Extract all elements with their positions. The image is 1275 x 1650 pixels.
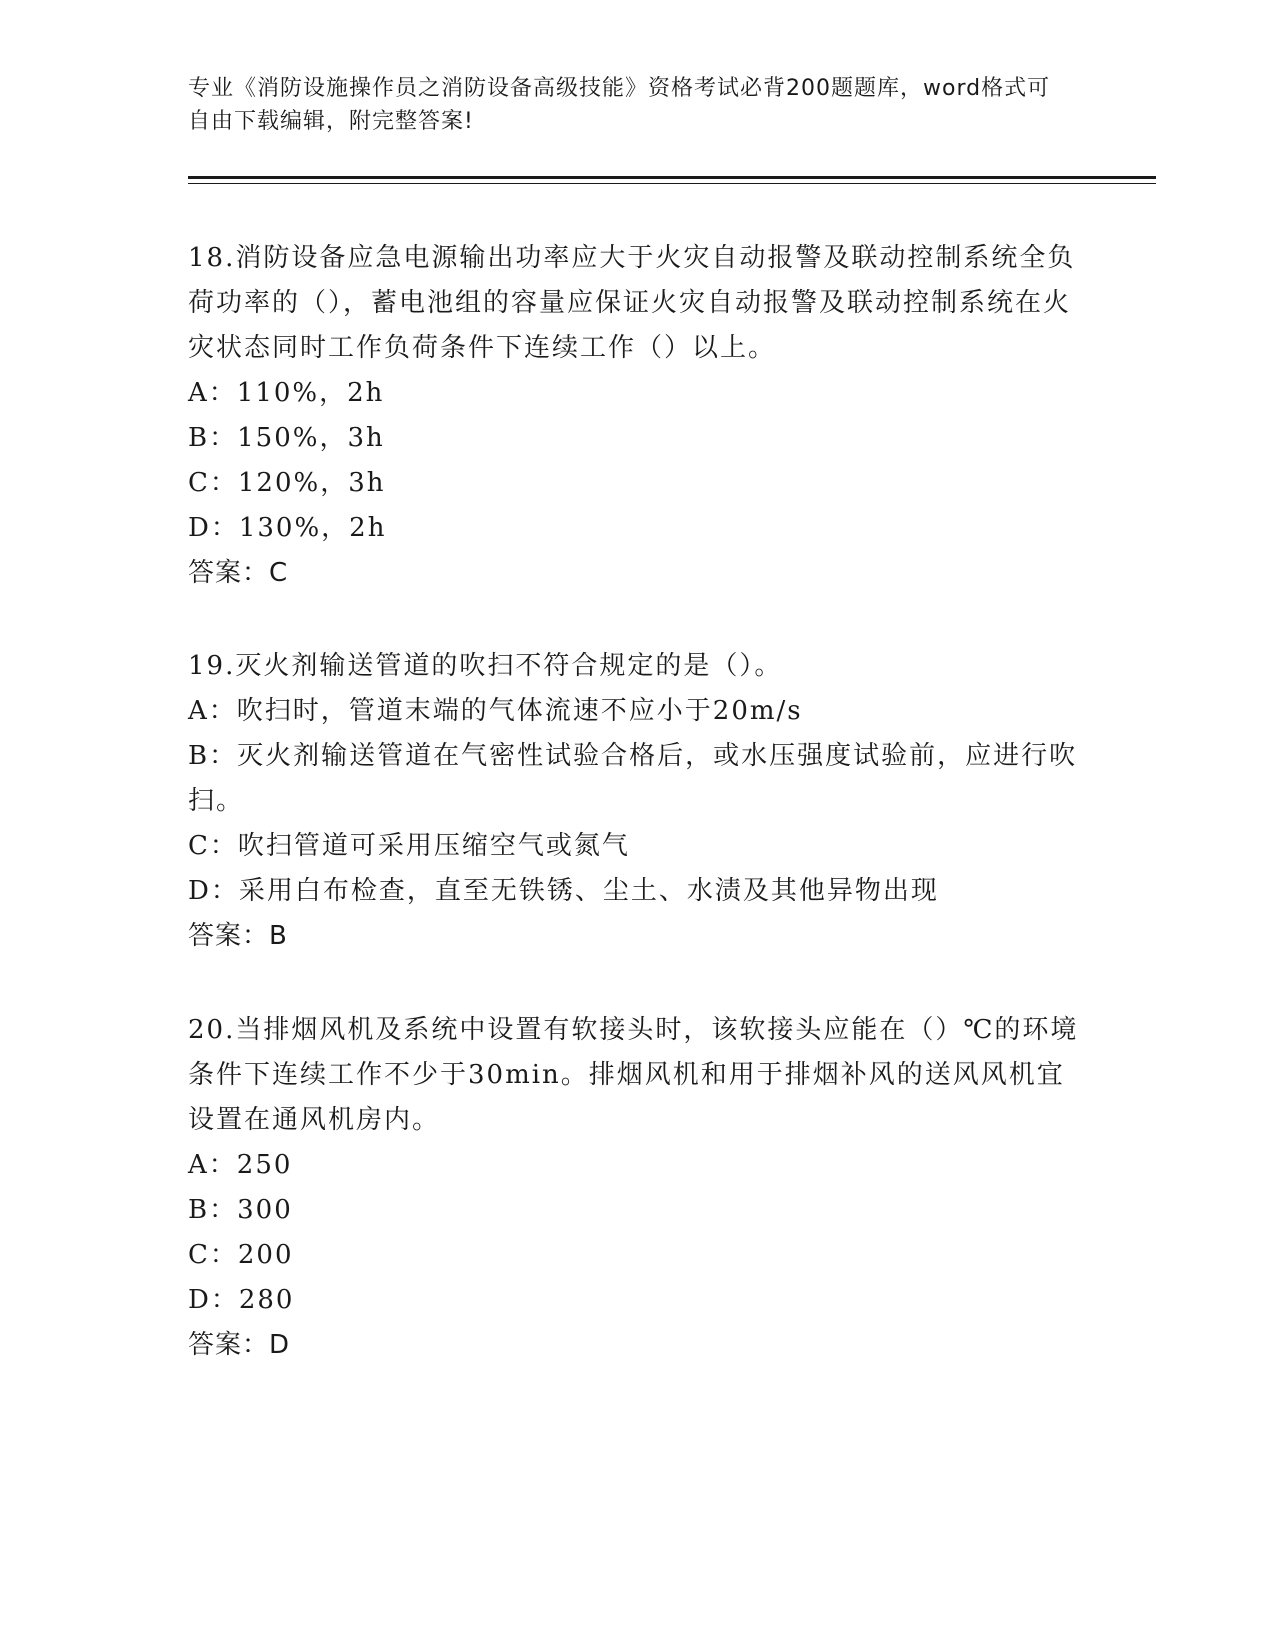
header-divider-thick bbox=[188, 176, 1156, 179]
question-20 bbox=[188, 1008, 1088, 1368]
option-a: A：250 bbox=[188, 1150, 293, 1180]
option-c: C：120%，3h bbox=[188, 468, 386, 498]
option-b: B：150%，3h bbox=[188, 423, 385, 453]
question-stem: 20.当排烟风机及系统中设置有软接头时，该软接头应能在（）℃的环境条件下连续工作不少于30min。排烟风机和用于排烟补风的送风风机宜设置在通风机房内。 bbox=[188, 1015, 1079, 1135]
option-a: A：吹扫时，管道末端的气体流速不应小于20m/s bbox=[188, 696, 803, 726]
answer-line: 答案：D bbox=[188, 1330, 291, 1360]
option-a: A：110%，2h bbox=[188, 378, 385, 408]
option-d: D：130%，2h bbox=[188, 513, 387, 543]
answer-line: 答案：B bbox=[188, 921, 288, 951]
question-stem: 19.灭火剂输送管道的吹扫不符合规定的是（）。 bbox=[188, 651, 783, 681]
answer-line: 答案：C bbox=[188, 558, 289, 588]
option-d: D：采用白布检查，直至无铁锈、尘土、水渍及其他异物出现 bbox=[188, 876, 939, 906]
option-c: C：200 bbox=[188, 1240, 294, 1270]
option-b: B：300 bbox=[188, 1195, 293, 1225]
document-header: 专业《消防设施操作员之消防设备高级技能》资格考试必背200题题库，word格式可自由下载编辑，附完整答案! bbox=[188, 76, 1051, 134]
option-c: C：吹扫管道可采用压缩空气或氮气 bbox=[188, 831, 630, 861]
question-18 bbox=[188, 236, 1088, 596]
header-divider-thin bbox=[188, 183, 1156, 184]
option-b: B：灭火剂输送管道在气密性试验合格后，或水压强度试验前，应进行吹扫。 bbox=[188, 741, 1078, 816]
question-stem: 18.消防设备应急电源输出功率应大于火灾自动报警及联动控制系统全负荷功率的（），蓄电池组的容量应保证火灾自动报警及联动控制系统在火灾状态同时工作负荷条件下连续工作（）以上。 bbox=[188, 243, 1076, 363]
option-d: D：280 bbox=[188, 1285, 295, 1315]
question-19 bbox=[188, 644, 1088, 959]
